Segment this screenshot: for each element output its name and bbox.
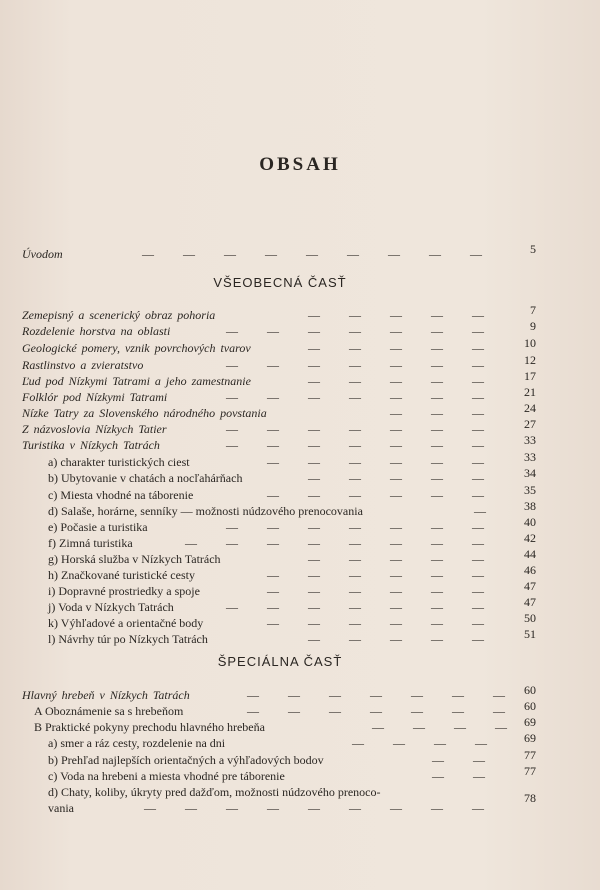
toc-entry: i) Dopravné prostriedky a spoje — — — — — — 47 [48, 579, 536, 598]
toc-entry: A Oboznámenie sa s hrebeňom — — — — — — — 60 [34, 699, 536, 718]
toc-entry: a) charakter turistických ciest — — — — — — 33 [48, 450, 536, 469]
toc-entry: Zemepisný a scenerický obraz pohoria — — — — — 7 [22, 303, 536, 322]
toc-entry: Geologické pomery, vznik povrchových tvarov — — — — — 10 [22, 336, 536, 355]
page-title: OBSAH [259, 154, 341, 175]
toc-entry: b) Prehľad najlepších orientačných a výhľadových bodov — — 77 [48, 748, 536, 767]
toc-entry: g) Horská služba v Nízkych Tatrách — — — — — 44 [48, 547, 536, 566]
toc-entry: b) Ubytovanie v chatách a nocľahárňach — — — — — 34 [48, 466, 536, 485]
toc-entry: c) Voda na hrebeni a miesta vhodné pre táborenie — — 77 [48, 764, 536, 783]
section-heading-special: ŠPECIÁLNA ČASŤ [217, 654, 343, 669]
toc-entry: l) Návrhy túr po Nízkych Tatrách — — — — — 51 [48, 627, 536, 646]
toc-entry: Turistika v Nízkych Tatrách — — — — — — — 33 [22, 433, 536, 452]
toc-entry: j) Voda v Nízkych Tatrách — — — — — — — 47 [48, 595, 536, 614]
toc-entry: Folklór pod Nízkymi Tatrami — — — — — — — 21 [22, 385, 536, 404]
toc-entry: Nízke Tatry za Slovenského národného povstania — — — 24 [22, 401, 536, 420]
section-heading-general: VŠEOBECNÁ ČASŤ [213, 275, 347, 290]
toc-entry: d) Chaty, koliby, úkryty pred dažďom, možnosti núdzového prenoco- [48, 785, 381, 799]
toc-entry-intro: Úvodom — — — — — — — — — 5 [22, 242, 536, 261]
toc-entry-page: 5 [530, 242, 536, 256]
toc-entry: B Praktické pokyny prechodu hlavného hrebeňa — — — — 69 [34, 715, 536, 734]
toc-entry: Rozdelenie horstva na oblasti — — — — — — — 9 [22, 319, 536, 338]
toc-entry: a) smer a ráz cesty, rozdelenie na dni — — — — 69 [48, 731, 536, 750]
toc-entry: f) Zimná turistika — — — — — — — — 42 [48, 531, 536, 550]
toc-entry-label: Úvodom [22, 247, 63, 261]
toc-entry: Z názvoslovia Nízkych Tatier — — — — — — — 27 [22, 417, 536, 436]
toc-entry: c) Miesta vhodné na táborenie — — — — — — 35 [48, 483, 536, 502]
toc-entry: Rastlinstvo a zvieratstvo — — — — — — — 12 [22, 353, 536, 372]
toc-entry: vania — — — — — — — — — 78 [48, 791, 536, 815]
toc-entry: Hlavný hrebeň v Nízkych Tatrách — — — — — — — 60 [22, 683, 536, 702]
toc-entry: e) Počasie a turistika — — — — — — — 40 [48, 515, 536, 534]
toc-entry: h) Značkované turistické cesty — — — — — — 46 [48, 563, 536, 582]
toc-entry: d) Salaše, horárne, senníky — možnosti núdzového prenocovania — 38 [48, 499, 536, 518]
toc-entry: Ľud pod Nízkymi Tatrami a jeho zamestnanie — — — — — 17 [22, 369, 536, 388]
toc-entry: k) Výhľadové a orientačné body — — — — — — 50 [48, 611, 536, 630]
